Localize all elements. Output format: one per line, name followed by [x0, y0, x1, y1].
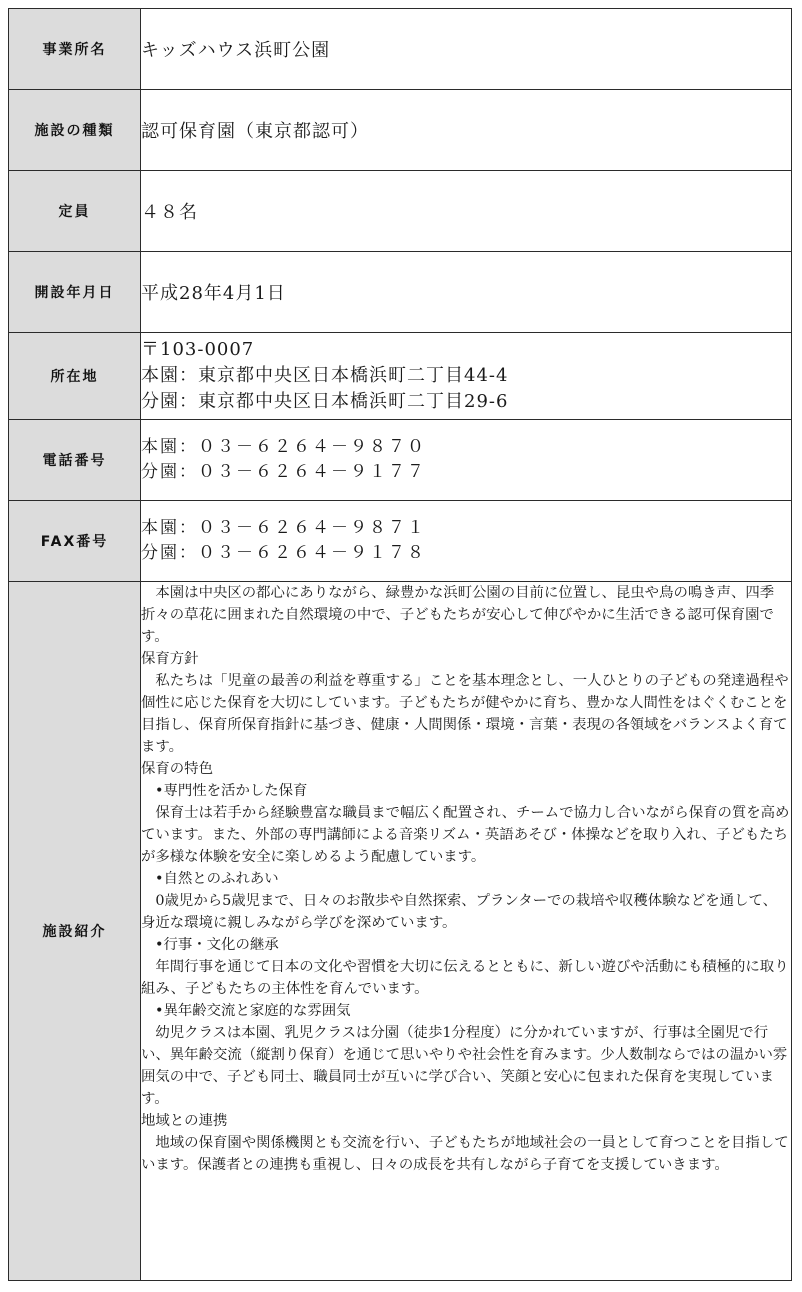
branch-phone: 分園：０３－６２６４－９１７７ [141, 462, 426, 482]
opening-date-value: 平成28年4月1日 [141, 252, 792, 333]
main-address: 本園：東京都中央区日本橋浜町二丁目44-4 [141, 365, 509, 386]
opening-date-label: 開設年月日 [9, 252, 141, 333]
policy-paragraph: 私たちは「児童の最善の利益を尊重する」ことを基本理念とし、一人ひとりの子どもの発達過程や個性に応じた保育を大切にしています。子どもたちが健やかに育ち、豊かな人間性をはぐくむことを目指し、保育所保育指針に基づき、健康・人間関係・環境・言葉・表現の各領域をバランスよく育てます。 [141, 673, 789, 755]
row-facility-type [9, 90, 792, 171]
community-paragraph: 地域の保育園や関係機関とも交流を行い、子どもたちが地域社会の一員として育つことを目指しています。保護者との連携も重視し、日々の成長を共有しながら子育てを支援していきます。 [141, 1135, 789, 1173]
feature-paragraph: 年間行事を通じて日本の文化や習慣を大切に伝えるとともに、新しい遊びや活動にも積極的に取り組み、子どもたちの主体性を育んでいます。 [141, 959, 789, 997]
main-fax: 本園：０３－６２６４－９８７１ [141, 518, 426, 538]
feature-paragraph: 幼児クラスは本園、乳児クラスは分園（徒歩1分程度）に分かれていますが、行事は全園児で行い、異年齢交流（縦割り保育）を通じて思いやりや社会性を育みます。少人数制ならではの温かい雰囲気の中で、子ども同士、職員同士が互いに学び合い、笑顔と安心に包まれた保育を実現しています。 [141, 1025, 788, 1107]
main-phone: 本園：０３－６２６４－９８７０ [141, 437, 426, 457]
capacity-label: 定員 [9, 171, 141, 252]
address-value [141, 333, 792, 420]
bullet-heading: •行事・文化の継承 [155, 937, 279, 953]
capacity-value: ４８名 [141, 171, 792, 252]
bullet-heading: •専門性を活かした保育 [155, 783, 308, 799]
phone-label: 電話番号 [9, 420, 141, 501]
branch-fax: 分園：０３－６２６４－９１７８ [141, 543, 426, 563]
row-introduction [9, 582, 792, 1281]
section-heading: 保育の特色 [141, 761, 213, 777]
row-address [9, 333, 792, 420]
facility-type-value: 認可保育園（東京都認可） [141, 90, 792, 171]
fax-label: FAX番号 [9, 501, 141, 582]
row-phone [9, 420, 792, 501]
facility-info-table [8, 8, 792, 1281]
introduction-label: 施設紹介 [9, 582, 141, 1281]
feature-paragraph: 0歳児から5歳児まで、日々のお散歩や自然探索、プランターでの栽培や収穫体験などを通して、身近な環境に親しみながら学びを深めています。 [141, 893, 777, 931]
section-heading: 地域との連携 [141, 1113, 228, 1129]
address-label: 所在地 [9, 333, 141, 420]
section-heading: 保育方針 [141, 651, 199, 667]
bullet-heading: •異年齢交流と家庭的な雰囲気 [155, 1003, 351, 1019]
row-capacity [9, 171, 792, 252]
intro-paragraph: 本園は中央区の都心にありながら、緑豊かな浜町公園の目前に位置し、昆虫や鳥の鳴き声、四季折々の草花に囲まれた自然環境の中で、子どもたちが安心して伸びやかに生活できる認可保育園です。 [141, 585, 775, 645]
row-opening-date [9, 252, 792, 333]
facility-name-label: 事業所名 [9, 9, 141, 90]
row-facility-name [9, 9, 792, 90]
postal-code: 〒103-0007 [141, 339, 255, 360]
branch-address: 分園：東京都中央区日本橋浜町二丁目29-6 [141, 391, 509, 412]
bullet-heading: •自然とのふれあい [155, 871, 279, 887]
facility-type-label: 施設の種類 [9, 90, 141, 171]
feature-paragraph: 保育士は若手から経験豊富な職員まで幅広く配置され、チームで協力し合いながら保育の質を高めています。また、外部の専門講師による音楽リズム・英語あそび・体操などを取り入れ、子どもたちが多様な体験を安全に楽しめるよう配慮しています。 [141, 805, 790, 865]
phone-value [141, 420, 792, 501]
introduction-text [141, 582, 792, 1281]
row-fax [9, 501, 792, 582]
fax-value [141, 501, 792, 582]
facility-name-value: キッズハウス浜町公園 [141, 9, 792, 90]
